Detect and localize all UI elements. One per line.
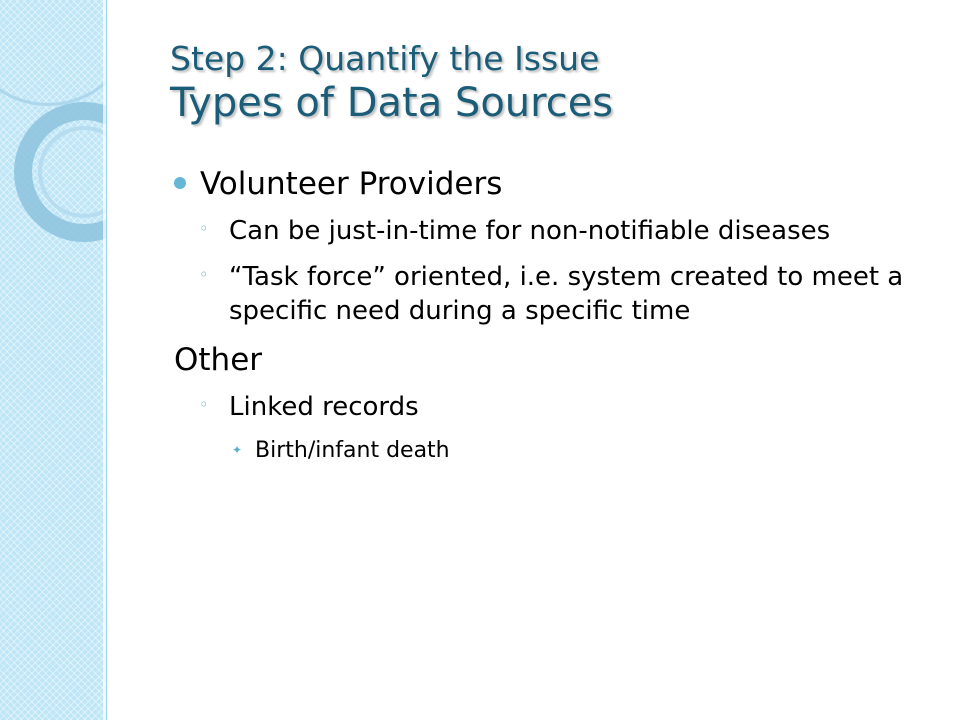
slide-title-step: Step 2: Quantify the Issue [170, 39, 600, 78]
filled-circle-bullet-icon [174, 177, 186, 189]
list-item-label: Volunteer Providers [200, 166, 503, 202]
sub-list-item [174, 390, 914, 424]
sub-list-item-label: Linked records [229, 392, 419, 422]
decorative-swirl-icon [0, 0, 107, 106]
hollow-circle-bullet-icon: ◦ [199, 265, 209, 284]
list-item-label: Other [174, 342, 263, 378]
sub-list-item [174, 260, 914, 328]
diamond-bullet-icon: ✦ [232, 443, 243, 457]
sub-sub-list-item-label: Birth/infant death [255, 438, 450, 463]
decorative-side-panel [0, 0, 107, 720]
sub-sub-list-item [174, 436, 914, 466]
sub-list-item [174, 214, 914, 248]
sub-list-item-label: Can be just-in-time for non-notifiable diseases [229, 216, 831, 246]
slide-title-topic: Types of Data Sources [170, 80, 614, 126]
list-item [174, 340, 914, 380]
hollow-circle-bullet-icon: ◦ [199, 219, 209, 238]
slide-body [174, 164, 914, 466]
hollow-circle-bullet-icon: ◦ [199, 395, 209, 414]
slide-title [170, 38, 613, 126]
list-item [174, 164, 914, 204]
sub-list-item-label: “Task force” oriented, i.e. system created to meet a specific need during a specific time [229, 262, 904, 326]
